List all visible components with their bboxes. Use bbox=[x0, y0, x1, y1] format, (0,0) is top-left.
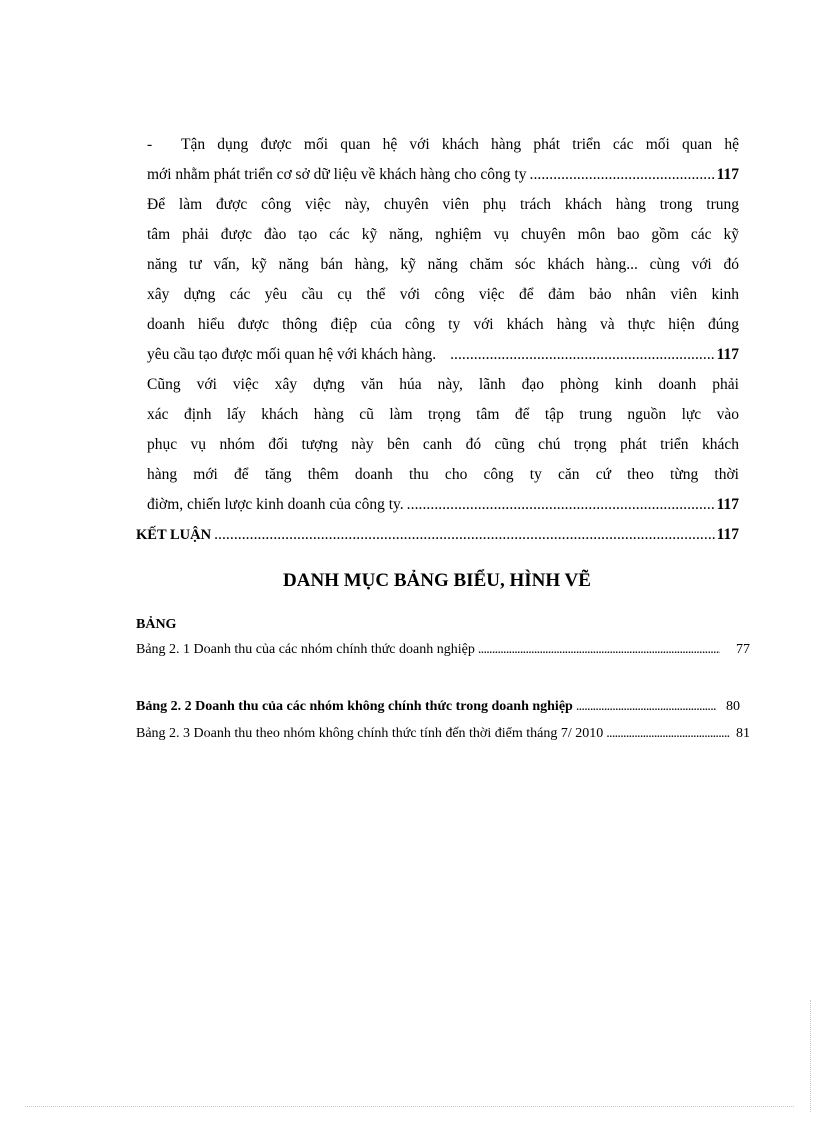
list-item[interactable] bbox=[136, 636, 750, 663]
toc-entry[interactable] bbox=[136, 130, 739, 190]
toc-entry-leader-line: điờm, chiến lược kinh doanh của công ty. . . . 117 bbox=[147, 490, 739, 520]
spacer bbox=[136, 663, 750, 693]
toc-entry[interactable] bbox=[136, 190, 739, 370]
dot-leader bbox=[606, 720, 730, 747]
toc-entry-leader-line: mới nhằm phát triển cơ sở dữ liệu về khách hàng cho công ty . . . 117 bbox=[147, 160, 739, 190]
list-item[interactable] bbox=[136, 720, 750, 747]
section-heading: BẢNG bbox=[136, 617, 177, 632]
toc-entry-line: doanh hiểu được thông điệp của công ty với khách hàng và thực hiện đúng bbox=[147, 316, 739, 333]
toc-entry-line: - Tận dụng được mối quan hệ với khách hàng phát triển các mối quan hệ bbox=[147, 130, 739, 160]
toc-entry-label: KẾT LUẬN bbox=[136, 527, 212, 543]
page-number: 77 bbox=[736, 642, 750, 657]
dot-leader bbox=[530, 160, 715, 190]
dot-leader bbox=[478, 636, 720, 663]
toc-entry-line: tâm phải được đào tạo các kỹ năng, nghiệm vụ chuyên môn bao gồm các kỹ bbox=[147, 226, 739, 243]
list-item-label: Bảng 2. 3 Doanh thu theo nhóm không chính thức tính đến thời điểm tháng 7/ 2010 bbox=[136, 726, 604, 741]
table-of-contents bbox=[136, 130, 739, 550]
toc-entry-line: phục vụ nhóm đối tượng này bên canh đó cũng chú trọng phát triển khách bbox=[147, 436, 739, 453]
toc-entry-line: Cũng với việc xây dựng văn húa này, lãnh đạo phòng kinh doanh phải bbox=[147, 376, 739, 393]
page-bottom-border bbox=[25, 1106, 794, 1107]
page-number: 117 bbox=[716, 526, 739, 543]
toc-entry[interactable] bbox=[136, 370, 739, 520]
toc-entry-line: hàng mới để tăng thêm doanh thu cho công ty căn cứ theo từng thời bbox=[147, 466, 739, 483]
toc-entry-leader-line: yêu cầu tạo được mối quan hệ với khách hàng. . . . 117 bbox=[147, 340, 739, 370]
dot-leader bbox=[214, 520, 715, 550]
list-item-label: Bảng 2. 2 Doanh thu của các nhóm không chính thức trong doanh nghiệp bbox=[136, 699, 573, 714]
page-number: 117 bbox=[716, 496, 739, 513]
dot-leader bbox=[450, 340, 715, 370]
toc-entry-ket-luan[interactable] bbox=[136, 520, 739, 550]
toc-entry-line: năng tư vấn, kỹ năng bán hàng, kỹ năng chăm sóc khách hàng... cùng với đó bbox=[147, 256, 739, 273]
dot-leader bbox=[576, 693, 716, 720]
page-number: 117 bbox=[716, 346, 739, 363]
list-item[interactable] bbox=[136, 693, 750, 720]
toc-entry-line: xác định lấy khách hàng cũ làm trọng tâm để tập trung nguồn lực vào bbox=[147, 406, 739, 423]
toc-entry-line: xây dựng các yêu cầu cụ thể với công việc để đảm bảo nhân viên kinh bbox=[147, 286, 739, 303]
list-item-label: Bảng 2. 1 Doanh thu của các nhóm chính thức doanh nghiệp bbox=[136, 642, 475, 657]
dot-leader bbox=[407, 490, 715, 520]
bullet-dash: - bbox=[147, 136, 153, 153]
page-number: 81 bbox=[736, 726, 750, 741]
page-number: 80 bbox=[726, 699, 740, 714]
list-of-tables-title: DANH MỤC BẢNG BIỂU, HÌNH VẼ bbox=[283, 570, 591, 591]
page-number: 117 bbox=[716, 166, 739, 183]
toc-entry-line: Để làm được công việc này, chuyên viên phụ trách khách hàng trong trung bbox=[147, 196, 739, 213]
list-of-tables bbox=[136, 614, 750, 747]
page-right-border bbox=[810, 1000, 811, 1112]
